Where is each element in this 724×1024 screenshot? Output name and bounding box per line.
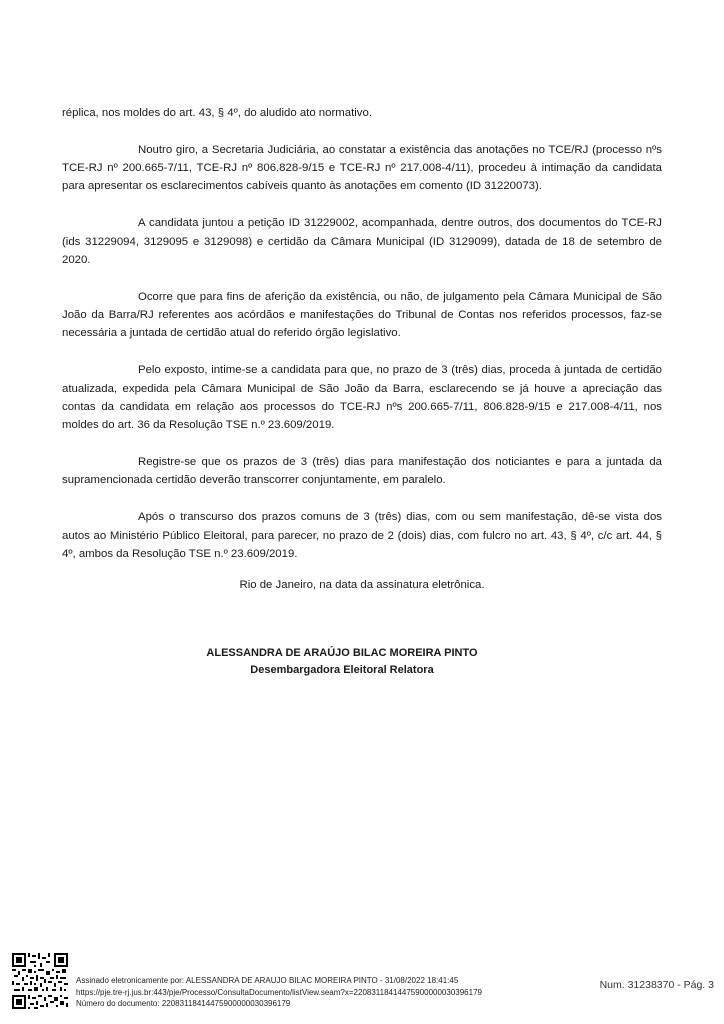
signatory-name: ALESSANDRA DE ARAÚJO BILAC MOREIRA PINTO — [206, 647, 478, 659]
document-url[interactable]: https://pje.tre-rj.jus.br:443/pje/Processo/ConsultaDocumento/listView.seam?x=22083118414475900000030396179 — [76, 987, 482, 997]
qr-code-icon — [12, 953, 68, 1009]
signed-by-line: Assinado eletronicamente por: ALESSANDRA DE ARAUJO BILAC MOREIRA PINTO - 31/08/2022 18:41:45 — [76, 976, 459, 985]
place-date-line: Rio de Janeiro, na data da assinatura eletrônica. — [239, 579, 485, 591]
paragraph-7: Após o transcurso dos prazos comuns de 3 (três) dias, com ou sem manifestação, dê-se vista dos autos ao Ministério Público Eleitoral, para parecer, no prazo de 2 (dois) dias, com fulcro no art. 43, § 4º, c/c art. 44, § 4º, ambos da Resolução TSE n.º 23.609/2019. — [62, 511, 662, 560]
signatory-title: Desembargadora Eleitoral Relatora — [250, 664, 434, 676]
paragraph-6: Registre-se que os prazos de 3 (três) dias para manifestação dos noticiantes e para a juntada da supramencionada certidão deverão transcorrer conjuntamente, em paralelo. — [62, 456, 662, 487]
page-number: Num. 31238370 - Pág. 3 — [599, 979, 714, 991]
document-body — [62, 104, 662, 582]
document-number: Número do documento: 22083118414475900000030396179 — [76, 999, 291, 1008]
paragraph-4: Ocorre que para fins de aferição da existência, ou não, de julgamento pela Câmara Municipal de São João da Barra/RJ referentes aos acórdãos e manifestações do Tribunal de Contas nos referidos processos, faz-se necessária a juntada de certidão atual do referido órgão legislativo. — [62, 290, 662, 340]
paragraph-1: réplica, nos moldes do art. 43, § 4º, do aludido ato normativo. — [62, 107, 372, 119]
signature-block — [0, 645, 684, 679]
electronic-signature-footer — [12, 953, 716, 1015]
paragraph-2: Noutro giro, a Secretaria Judiciária, ao constatar a existência das anotações no TCE/RJ (processo nºs TCE-RJ nº 200.665-7/11, TCE-RJ nº 806.828-9/15 e TCE-RJ nº 217.008-4/11), procedeu à intimação da candidata para apresentar os esclarecimentos cabíveis quanto às anotações em comento (ID 31220073). — [62, 143, 662, 193]
paragraph-5: Pelo exposto, intime-se a candidata para que, no prazo de 3 (três) dias, proceda à juntada de certidão atualizada, expedida pela Câmara Municipal de São João da Barra, esclarecendo se já houve a apreciação das contas da candidata em relação aos processos do TCE-RJ nºs 200.665-7/11, 806.828-9/15 e 217.008-4/11, nos moldes do art. 36 da Resolução TSE n.º 23.609/2019. — [62, 364, 662, 432]
signature-details — [76, 975, 482, 1010]
paragraph-3: A candidata juntou a petição ID 31229002, acompanhada, dentre outros, dos documentos do TCE-RJ (ids 31229094, 3129095 e 3129098) e certidão da Câmara Municipal (ID 3129099), datada de 18 de setembro de 2020. — [62, 217, 662, 266]
